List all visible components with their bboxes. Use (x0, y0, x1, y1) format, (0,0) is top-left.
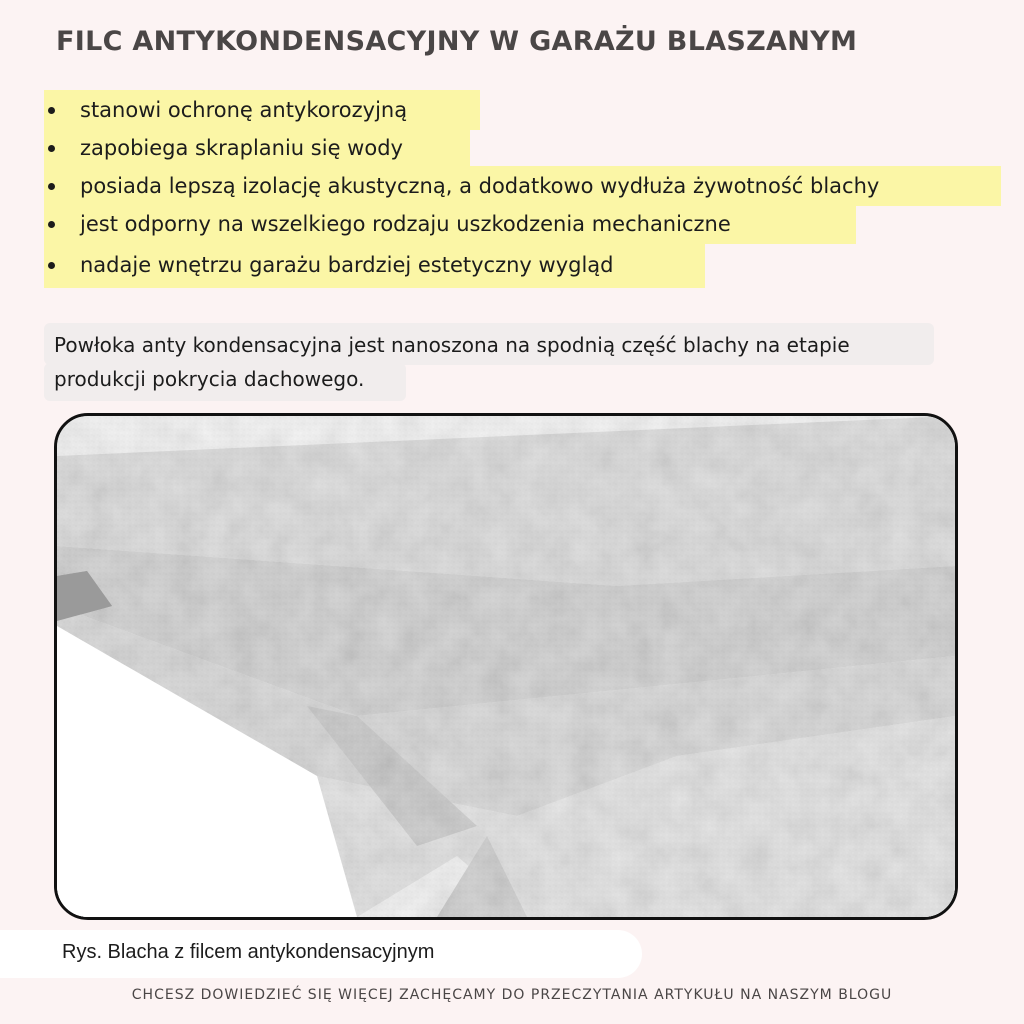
bullet-text: zapobiega skraplaniu się wody (80, 136, 403, 160)
blog-call-to-action[interactable]: CHCESZ DOWIEDZIEĆ SIĘ WIĘCEJ ZACHĘCAMY DO PRZECZYTANIA ARTYKUŁU NA NASZYM BLOGU (131, 987, 893, 1003)
bullet-dot-icon (48, 221, 55, 228)
bullet-item (44, 166, 1001, 206)
bullet-dot-icon (48, 183, 55, 190)
bullet-text: nadaje wnętrzu garażu bardziej estetyczny wygląd (80, 253, 614, 277)
bullet-dot-icon (48, 107, 55, 114)
image-caption: Rys. Blacha z filcem antykondensacyjnym (62, 941, 435, 963)
corrugated-sheet-felt-photo (54, 413, 958, 920)
page-title: FILC ANTYKONDENSACYJNY W GARAŻU BLASZANYM (56, 26, 858, 57)
bullet-text: stanowi ochronę antykorozyjną (80, 98, 408, 122)
bullet-item (44, 204, 856, 244)
bullet-dot-icon (48, 262, 55, 269)
description-paragraph (44, 323, 934, 396)
bullet-item (44, 242, 705, 288)
felt-sheet-illustration (57, 416, 955, 917)
description-text: Powłoka anty kondensacyjna jest nanoszona na spodnią część blachy na etapie produkcji pokrycia dachowego. (54, 333, 850, 391)
bullet-item (44, 90, 480, 130)
bullet-text: jest odporny na wszelkiego rodzaju uszkodzenia mechaniczne (80, 212, 731, 236)
bullet-dot-icon (48, 145, 55, 152)
bullet-text: posiada lepszą izolację akustyczną, a dodatkowo wydłuża żywotność blachy (80, 174, 880, 198)
bullet-item (44, 128, 470, 168)
